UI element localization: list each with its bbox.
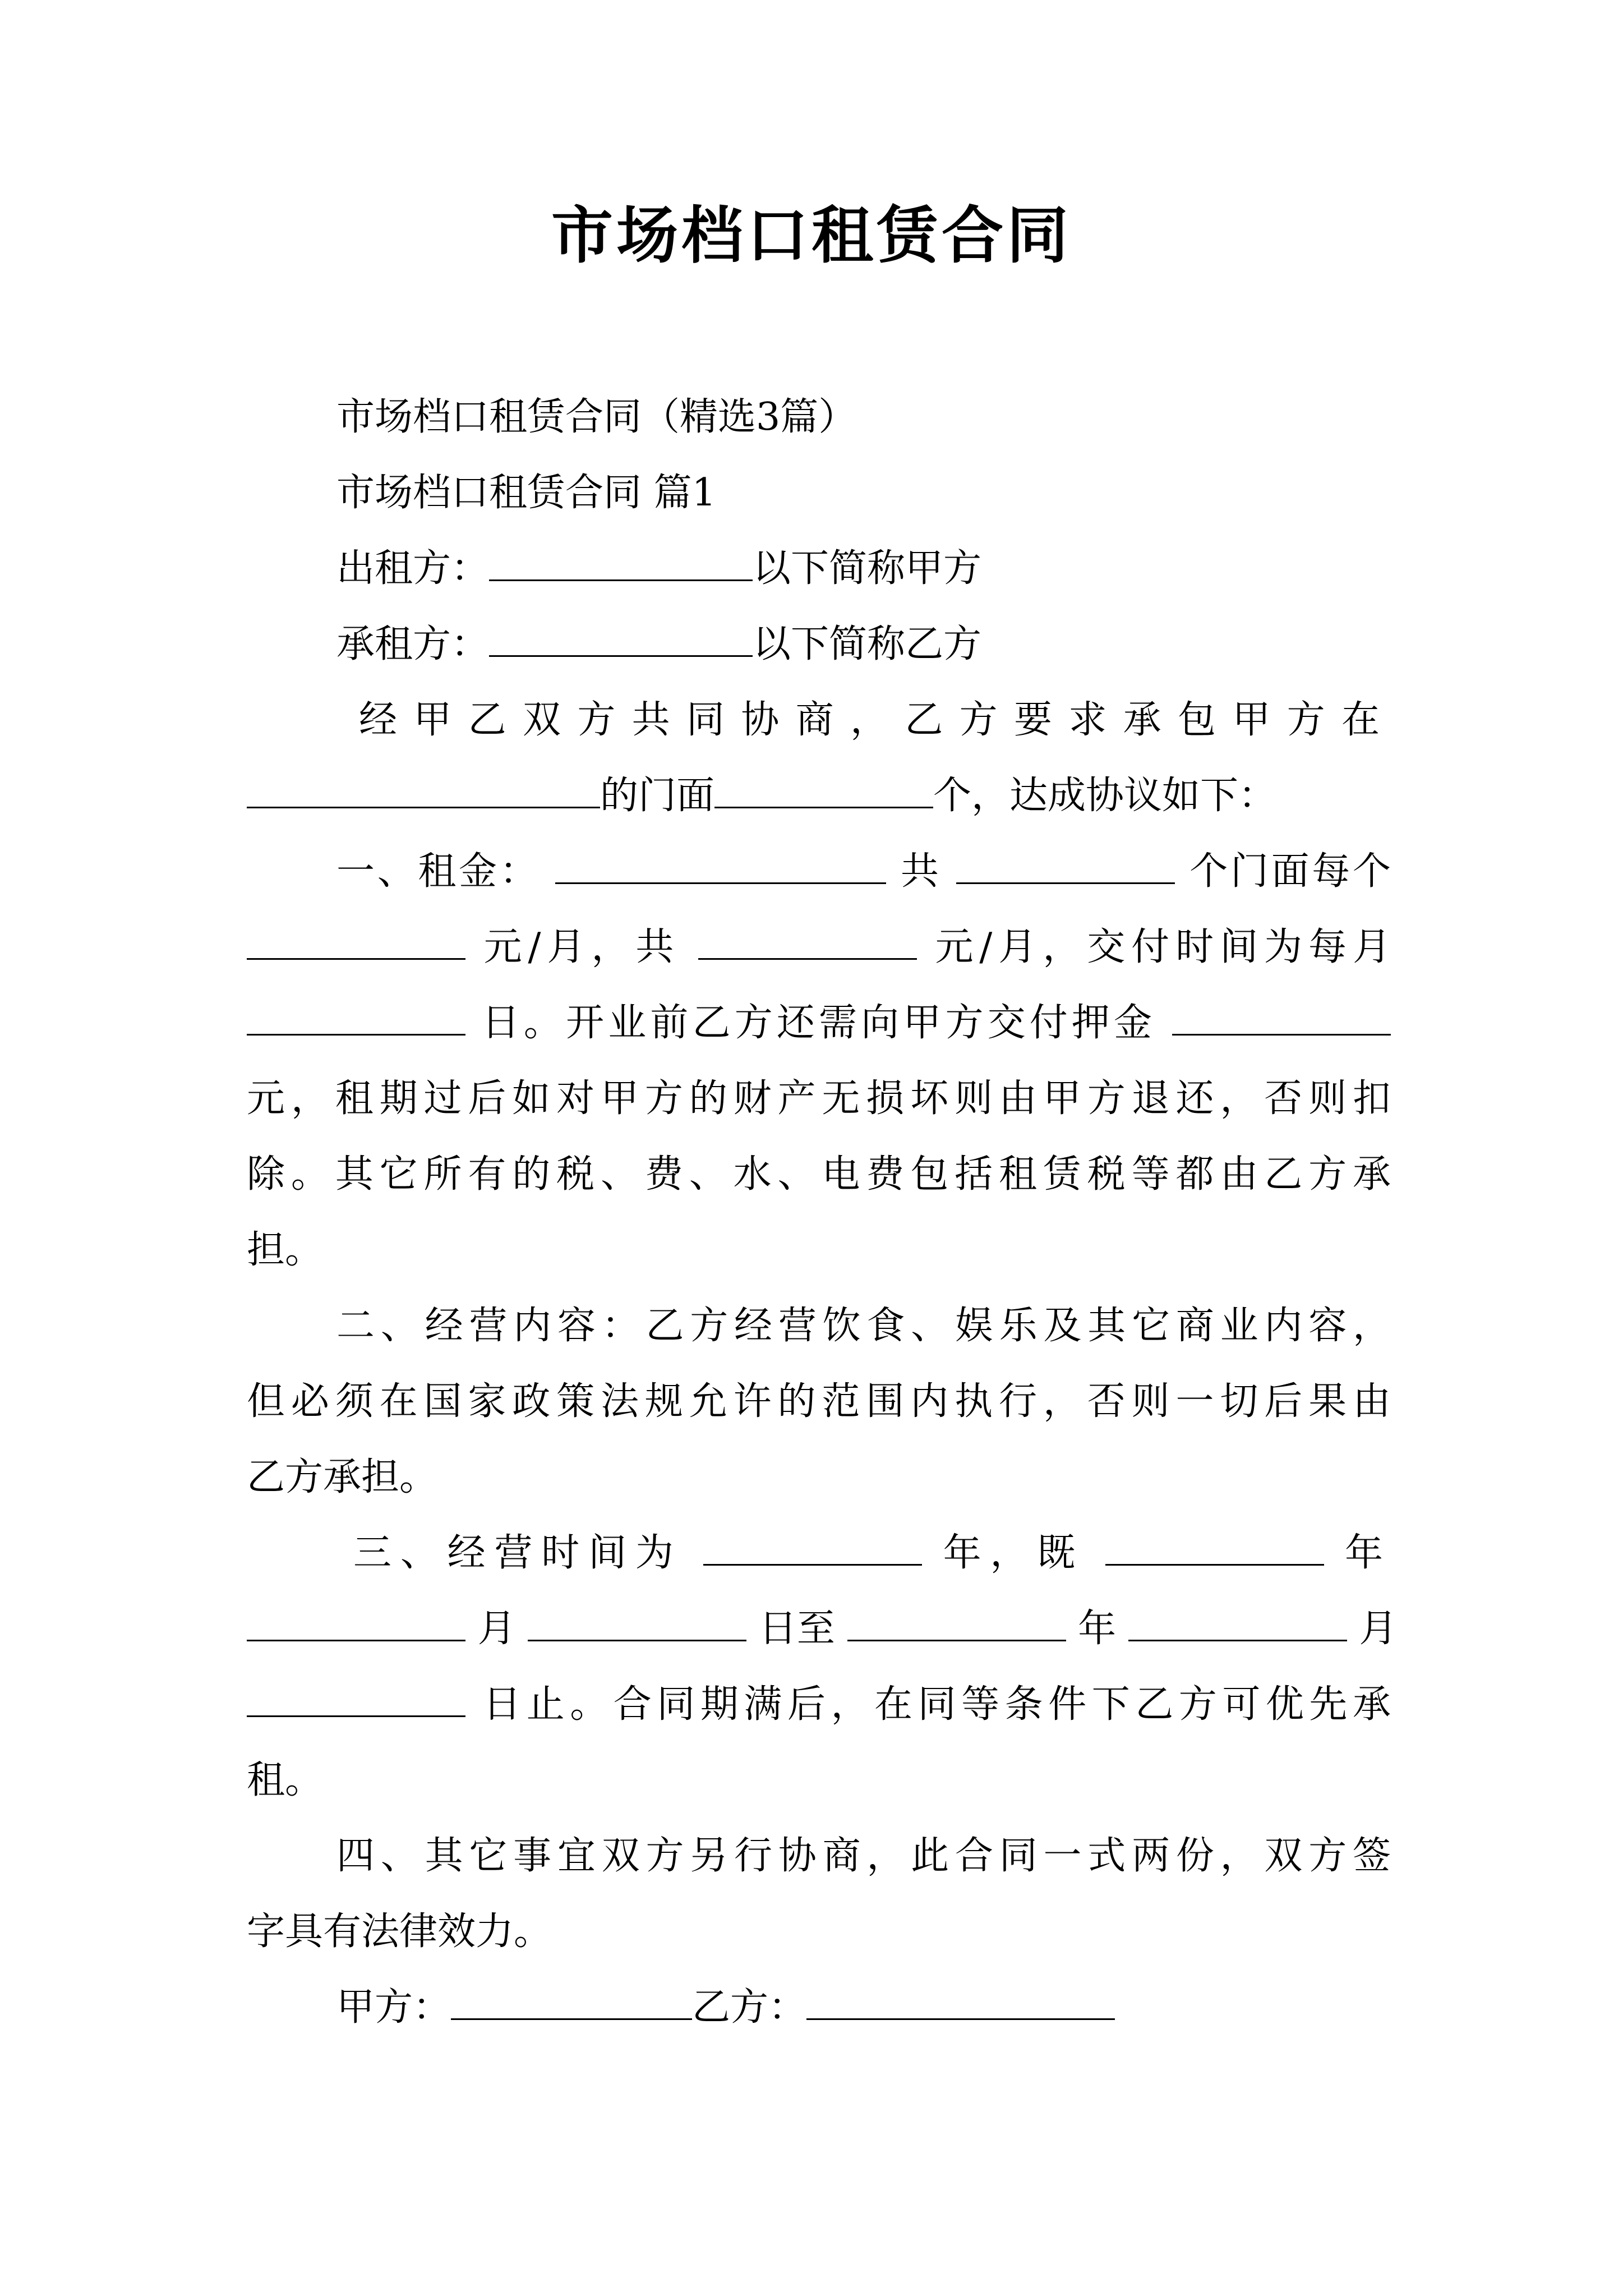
end-day-blank <box>247 1683 465 1717</box>
lessee-line <box>336 606 1481 683</box>
doors-blank <box>956 850 1175 884</box>
party-b-label: 乙方： <box>692 1985 807 2030</box>
clause1-text-c: 个门面每个 <box>1189 849 1391 894</box>
rent-blank <box>555 850 886 884</box>
clause1-text-d: 元/月，共 <box>483 925 680 969</box>
start-year-blank <box>1105 1531 1324 1566</box>
lessor-line <box>336 531 1481 607</box>
clause1-text-e: 元/月，交付时间为每月 <box>935 925 1391 969</box>
clause2-line-1: 二、经营内容：乙方经营饮食、娱乐及其它商业内容， <box>336 1304 1391 1348</box>
end-year-blank <box>847 1607 1066 1641</box>
lessor-label: 出租方： <box>336 546 490 591</box>
clause1-text-f: 日。开业前乙方还需向甲方交付押金 <box>481 1001 1156 1045</box>
clause3-text-d: 月 <box>477 1607 516 1651</box>
clause3-line-3 <box>247 1667 1391 1743</box>
count-blank <box>714 774 933 808</box>
term-years-blank <box>703 1531 922 1566</box>
intro-line-1: 经甲乙双方共同协商，乙方要求承包甲方在 <box>359 698 1391 742</box>
clause4-line-2: 字具有法律效力。 <box>247 1910 552 1954</box>
lessor-blank <box>489 547 753 581</box>
lessee-suffix: 以下简称乙方 <box>753 622 982 666</box>
clause1-line-2 <box>247 909 1391 986</box>
unit-price-blank <box>247 926 465 960</box>
signature-line <box>336 1970 1481 2046</box>
party-a-label: 甲方： <box>336 1985 451 2030</box>
clause1-line-5: 除。其它所有的税、费、水、电费包括租赁税等都由乙方承 <box>247 1152 1391 1197</box>
intro-text-a: 的门面 <box>600 774 715 818</box>
lessee-label: 承租方： <box>336 622 490 666</box>
clause1-text-b: 共 <box>900 849 942 894</box>
document-title: 市场档口租赁合同 <box>551 199 1072 272</box>
clause3-line-1 <box>353 1515 1391 1591</box>
end-month-blank <box>1128 1607 1347 1641</box>
clause2-line-2: 但必须在国家政策法规允许的范围内执行，否则一切后果由 <box>247 1379 1391 1424</box>
clause3-text-f: 年 <box>1078 1607 1117 1651</box>
intro-text-b: 个，达成协议如下： <box>933 774 1277 818</box>
clause3-text-g: 月 <box>1359 1607 1398 1651</box>
party-b-signature-blank <box>806 1986 1115 2020</box>
lessee-blank <box>489 623 753 657</box>
clause1-line-1 <box>336 834 1391 910</box>
total-price-blank <box>698 926 917 960</box>
clause3-text-e: 日至 <box>758 1607 835 1651</box>
clause3-heading: 三、经营时间为 <box>353 1531 683 1575</box>
clause1-heading: 一、租金： <box>336 849 541 894</box>
start-month-blank <box>247 1607 465 1641</box>
clause3-line-2 <box>247 1591 1398 1667</box>
document-subtitle: 市场档口租赁合同（精选3篇） <box>336 395 857 439</box>
intro-line-2 <box>247 758 1391 834</box>
section-heading: 市场档口租赁合同 篇1 <box>336 471 716 515</box>
clause3-text-h: 日止。合同期满后，在同等条件下乙方可优先承 <box>483 1682 1391 1727</box>
deposit-blank <box>1172 1001 1391 1036</box>
pay-day-blank <box>247 1001 465 1036</box>
clause1-line-3 <box>247 985 1391 1061</box>
clause4-line-1: 四、其它事宜双方另行协商，此合同一式两份，双方签 <box>336 1834 1391 1878</box>
clause3-text-b: 年，既 <box>943 1531 1085 1575</box>
clause1-line-6: 担。 <box>247 1228 324 1272</box>
lessor-suffix: 以下简称甲方 <box>753 546 982 591</box>
clause2-line-3: 乙方承担。 <box>247 1455 438 1499</box>
clause1-line-4: 元，租期过后如对甲方的财产无损坏则由甲方退还，否则扣 <box>247 1076 1391 1121</box>
location-blank <box>247 774 600 808</box>
party-a-signature-blank <box>451 1986 692 2020</box>
clause3-text-c: 年 <box>1344 1531 1391 1575</box>
clause3-line-4: 租。 <box>247 1758 324 1802</box>
start-day-blank <box>528 1607 746 1641</box>
